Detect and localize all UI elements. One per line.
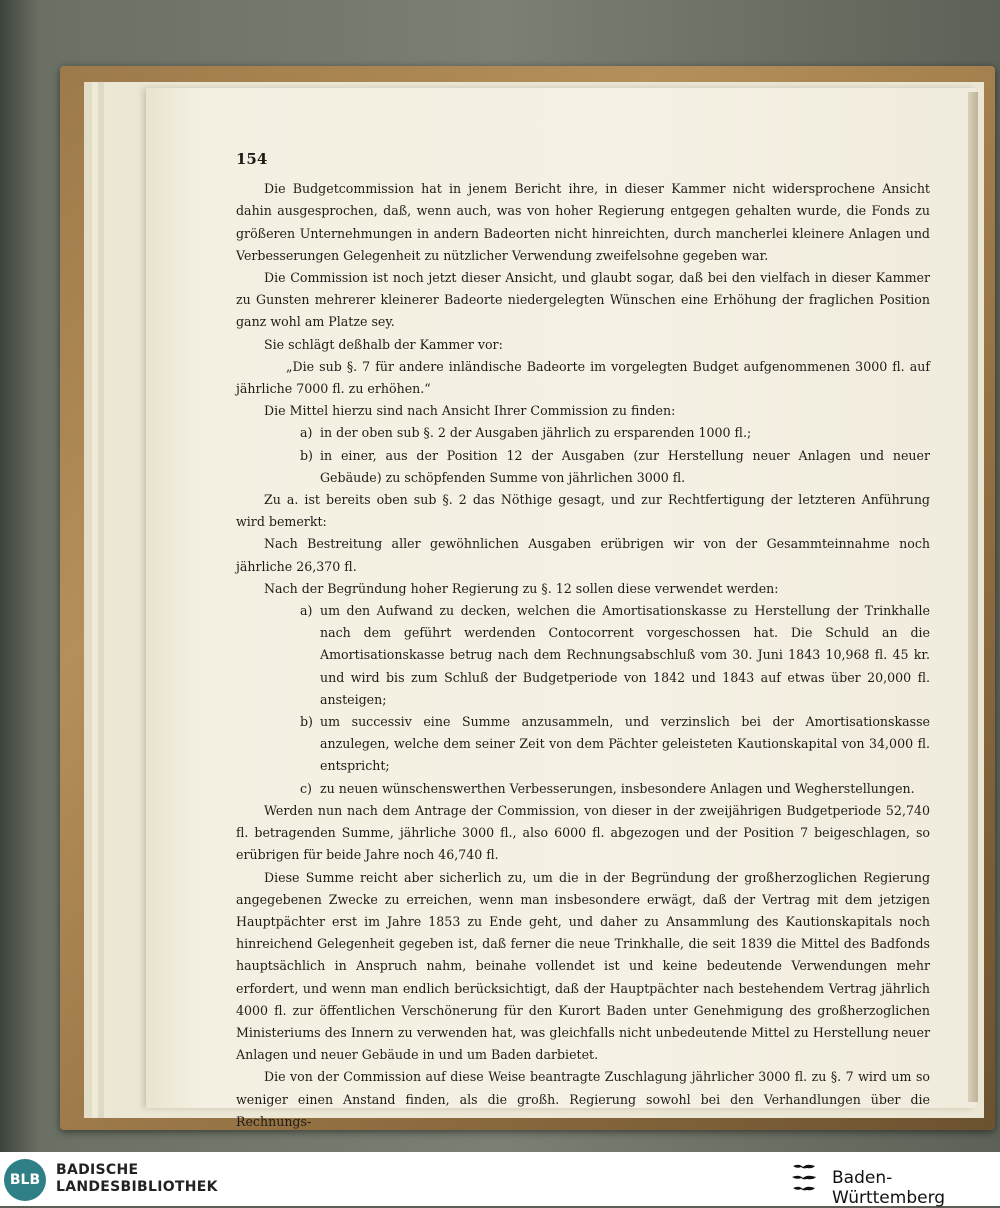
paragraph: Werden nun nach dem Antrage der Commission, von dieser in der zweijährigen Budgetperiode 52,740 fl. betragenden Summe, jährliche 3000 fl., also 6000 fl. abgezogen und der Position 7 beigeschlagen, so erübrigen für beide Jahre noch 46,740 fl. — [236, 802, 930, 863]
paragraph: Zu a. ist bereits oben sub §. 2 das Nöthige gesagt, und zur Rechtfertigung der letzteren Anführung wird bemerkt: — [236, 492, 930, 530]
paragraph: Diese Summe reicht aber sicherlich zu, um die in der Begründung der großherzoglichen Regierung angegebenen Zwecke zu erreichen, wenn man insbesondere erwägt, daß der Vertrag mit dem jetzigen Hauptpächter erst im Jahre 1853 zu Ende geht, und daher zu Ansammlung des Kautionskapitals noch hinreichend Gelegenheit gegeben ist, daß ferner die neue Trinkhalle, die seit 1839 die Mittel des Badfonds hauptsächlich in Anspruch nahm, beinahe vollendet ist und keine bedeutende Verwendungen mehr erfordert, und wenn man endlich berücksichtigt, daß der Hauptpächter nach bestehendem Vertrag jährlich 4000 fl. zur öffentlichen Verschönerung für den Kurort Baden unter Genehmigung des großherzoglichen Ministeriums des Innern zu verwenden hat, was gleichfalls nicht unbedeutende Mittel zu Herstellung neuer Anlagen und neuer Gebäude in und um Baden darbietet. — [236, 869, 930, 1063]
list-item-label: a) — [300, 603, 313, 619]
paragraph: Die Budgetcommission hat in jenem Bericht ihre, in dieser Kammer nicht widersprochene Ansicht dahin ausgesprochen, daß, wenn auch, was von hoher Regierung entgegen gehalten wurde, die Fonds zu größeren Unternehmungen in andern Badeorten nicht hinreichten, durch mancherlei kleinere Anlagen und Verbesserungen Gelegenheit zu nützlicher Verwendung zweifelsohne gegeben war. — [236, 181, 930, 263]
list-item-label: c) — [300, 780, 312, 796]
viewer-footer — [0, 1152, 1000, 1206]
list-item-text: zu neuen wünschenswerthen Verbesserungen, insbesondere Anlagen und Wegherstellungen. — [320, 780, 915, 796]
page-number: 154 — [236, 150, 268, 168]
state-name[interactable]: Baden-Württemberg — [832, 1168, 946, 1208]
library-name[interactable] — [56, 1162, 218, 1196]
list-item-label: b) — [300, 447, 313, 463]
list-item-label: b) — [300, 714, 313, 730]
paragraph-list — [236, 178, 930, 1133]
library-name-line2: LANDESBIBLIOTHEK — [56, 1179, 218, 1195]
library-name-line1: BADISCHE — [56, 1162, 139, 1178]
page-fold — [968, 92, 978, 1102]
list-item — [236, 445, 930, 489]
list-item — [236, 711, 930, 778]
list-item-text: in der oben sub §. 2 der Ausgaben jährlich zu ersparenden 1000 fl.; — [320, 425, 752, 441]
paragraph: Nach der Begründung hoher Regierung zu §. 12 sollen diese verwendet werden: — [264, 580, 779, 596]
paragraph: Nach Bestreitung aller gewöhnlichen Ausgaben erübrigen wir von der Gesammteinnahme noch jährliche 26,370 fl. — [236, 536, 930, 574]
paragraph: Die Commission ist noch jetzt dieser Ansicht, und glaubt sogar, daß bei den vielfach in dieser Kammer zu Gunsten mehrerer kleinerer Badeorte niedergelegten Wünschen eine Erhöhung der fraglichen Position ganz wohl am Platze sey. — [236, 270, 930, 330]
state-coat-of-arms-icon — [790, 1162, 820, 1196]
list-item-text: um successiv eine Summe anzusammeln, und verzinslich bei der Amortisationskasse anzulegen, welche dem seiner Zeit von dem Pächter geleisteten Kautionskapital von 34,000 fl. entspricht; — [320, 714, 930, 774]
list-item-text: um den Aufwand zu decken, welchen die Amortisationskasse zu Herstellung der Trinkhalle nach dem geführt werdenden Contocorrent vorgeschossen hat. Die Schuld an die Amortisationskasse betrug nach dem Rechnungsabschluß vom 30. Juni 1843 10,968 fl. 45 kr. und wird bis zum Schluß der Budgetperiode von 1842 und 1843 auf etwas über 20,000 fl. ansteigen; — [320, 603, 930, 707]
list-item — [236, 778, 930, 800]
list-item-label: a) — [300, 425, 313, 441]
list-item — [236, 600, 930, 711]
list-item — [236, 422, 930, 444]
paragraph: Sie schlägt deßhalb der Kammer vor: — [264, 336, 503, 352]
blb-logo[interactable]: BLB — [4, 1159, 46, 1201]
quoted-proposal: „Die sub §. 7 für andere inländische Badeorte im vorgelegten Budget aufgenommenen 3000 fl. auf jährliche 7000 fl. zu erhöhen.“ — [236, 358, 930, 397]
paragraph: Die von der Commission auf diese Weise beantragte Zuschlagung jährlicher 3000 fl. zu §. 7 wird um so weniger einen Anstand finden, als die großh. Regierung sowohl bei den Verhandlungen über die Rechnungs- — [236, 1069, 930, 1129]
list-item-text: in einer, aus der Position 12 der Ausgaben (zur Herstellung neuer Anlagen und neuer Gebäude) zu schöpfenden Summe von jährlichen 3000 fl. — [320, 447, 930, 485]
page-text — [236, 148, 930, 1133]
paragraph: Die Mittel hierzu sind nach Ansicht Ihrer Commission zu finden: — [264, 403, 676, 419]
